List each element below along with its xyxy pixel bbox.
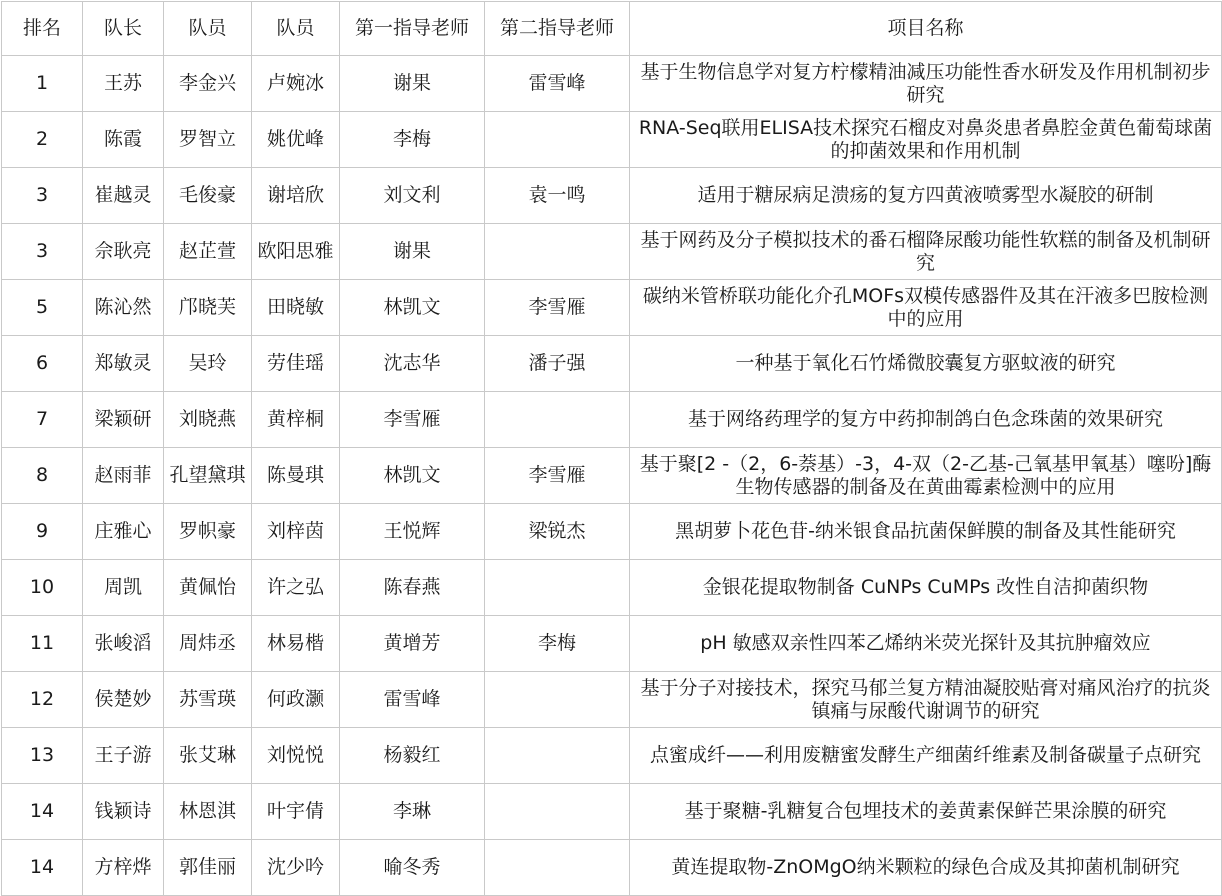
captain-cell: 陈沁然 <box>83 280 164 336</box>
advisor-2-cell <box>485 840 630 896</box>
table-row <box>2 728 1222 784</box>
advisor-2-cell <box>485 224 630 280</box>
header-member-2: 队员 <box>252 2 340 56</box>
rank-cell: 9 <box>2 504 83 560</box>
project-name-cell: 金银花提取物制备 CuNPs CuMPs 改性自洁抑菌织物 <box>630 560 1222 616</box>
advisor-1-cell: 李琳 <box>340 784 485 840</box>
advisor-1-cell: 黄增芳 <box>340 616 485 672</box>
rank-cell: 3 <box>2 224 83 280</box>
project-name-cell: 点蜜成纤——利用废糖蜜发酵生产细菌纤维素及制备碳量子点研究 <box>630 728 1222 784</box>
rank-cell: 2 <box>2 112 83 168</box>
advisor-2-cell: 李雪雁 <box>485 448 630 504</box>
advisor-1-cell: 谢果 <box>340 56 485 112</box>
rank-cell: 6 <box>2 336 83 392</box>
rank-cell: 14 <box>2 840 83 896</box>
project-name-cell: 适用于糖尿病足溃疡的复方四黄液喷雾型水凝胶的研制 <box>630 168 1222 224</box>
table-row <box>2 280 1222 336</box>
rank-cell: 7 <box>2 392 83 448</box>
captain-cell: 梁颖研 <box>83 392 164 448</box>
project-name-cell: 黄连提取物-ZnOMgO纳米颗粒的绿色合成及其抑菌机制研究 <box>630 840 1222 896</box>
rank-cell: 8 <box>2 448 83 504</box>
member-2-cell: 刘悦悦 <box>252 728 340 784</box>
project-name-cell: 基于聚糖-乳糖复合包埋技术的姜黄素保鲜芒果涂膜的研究 <box>630 784 1222 840</box>
rank-cell: 1 <box>2 56 83 112</box>
advisor-1-cell: 雷雪峰 <box>340 672 485 728</box>
captain-cell: 陈霞 <box>83 112 164 168</box>
rank-cell: 13 <box>2 728 83 784</box>
header-captain: 队长 <box>83 2 164 56</box>
project-name-cell: 一种基于氧化石竹烯微胶囊复方驱蚊液的研究 <box>630 336 1222 392</box>
captain-cell: 郑敏灵 <box>83 336 164 392</box>
project-name-cell: 黑胡萝卜花色苷-纳米银食品抗菌保鲜膜的制备及其性能研究 <box>630 504 1222 560</box>
member-1-cell: 罗智立 <box>164 112 252 168</box>
advisor-1-cell: 陈春燕 <box>340 560 485 616</box>
header-member-1: 队员 <box>164 2 252 56</box>
advisor-1-cell: 李梅 <box>340 112 485 168</box>
member-1-cell: 赵芷萱 <box>164 224 252 280</box>
captain-cell: 张峻滔 <box>83 616 164 672</box>
member-1-cell: 邝晓芙 <box>164 280 252 336</box>
table-body <box>2 56 1222 896</box>
project-name-cell: 基于网药及分子模拟技术的番石榴降尿酸功能性软糕的制备及机制研究 <box>630 224 1222 280</box>
rank-cell: 10 <box>2 560 83 616</box>
captain-cell: 庄雅心 <box>83 504 164 560</box>
advisor-1-cell: 刘文利 <box>340 168 485 224</box>
table-header <box>2 2 1222 56</box>
table-row <box>2 112 1222 168</box>
member-2-cell: 黄梓桐 <box>252 392 340 448</box>
member-1-cell: 郭佳丽 <box>164 840 252 896</box>
member-1-cell: 李金兴 <box>164 56 252 112</box>
table-row <box>2 504 1222 560</box>
advisor-2-cell: 李梅 <box>485 616 630 672</box>
table-row <box>2 784 1222 840</box>
member-1-cell: 刘晓燕 <box>164 392 252 448</box>
table-row <box>2 168 1222 224</box>
advisor-1-cell: 林凯文 <box>340 448 485 504</box>
captain-cell: 王子游 <box>83 728 164 784</box>
project-name-cell: 基于分子对接技术，探究马郁兰复方精油凝胶贴膏对痛风治疗的抗炎镇痛与尿酸代谢调节的研究 <box>630 672 1222 728</box>
advisor-2-cell: 潘子强 <box>485 336 630 392</box>
captain-cell: 钱颖诗 <box>83 784 164 840</box>
member-1-cell: 罗帜豪 <box>164 504 252 560</box>
header-project-name: 项目名称 <box>630 2 1222 56</box>
advisor-1-cell: 杨毅红 <box>340 728 485 784</box>
rank-cell: 11 <box>2 616 83 672</box>
captain-cell: 周凯 <box>83 560 164 616</box>
advisor-1-cell: 林凯文 <box>340 280 485 336</box>
advisor-2-cell: 袁一鸣 <box>485 168 630 224</box>
captain-cell: 崔越灵 <box>83 168 164 224</box>
captain-cell: 赵雨菲 <box>83 448 164 504</box>
member-2-cell: 何政灏 <box>252 672 340 728</box>
member-1-cell: 黄佩怡 <box>164 560 252 616</box>
advisor-2-cell <box>485 392 630 448</box>
advisor-2-cell <box>485 672 630 728</box>
advisor-1-cell: 沈志华 <box>340 336 485 392</box>
member-2-cell: 沈少吟 <box>252 840 340 896</box>
project-name-cell: 基于生物信息学对复方柠檬精油减压功能性香水研发及作用机制初步研究 <box>630 56 1222 112</box>
header-advisor-2: 第二指导老师 <box>485 2 630 56</box>
captain-cell: 佘耿亮 <box>83 224 164 280</box>
table-row <box>2 672 1222 728</box>
captain-cell: 方梓烨 <box>83 840 164 896</box>
advisor-2-cell: 李雪雁 <box>485 280 630 336</box>
advisor-2-cell <box>485 560 630 616</box>
advisor-1-cell: 喻冬秀 <box>340 840 485 896</box>
member-1-cell: 吴玲 <box>164 336 252 392</box>
member-2-cell: 陈曼琪 <box>252 448 340 504</box>
table-row <box>2 392 1222 448</box>
project-name-cell: pH 敏感双亲性四苯乙烯纳米荧光探针及其抗肿瘤效应 <box>630 616 1222 672</box>
advisor-1-cell: 李雪雁 <box>340 392 485 448</box>
header-advisor-1: 第一指导老师 <box>340 2 485 56</box>
table-row <box>2 56 1222 112</box>
project-name-cell: 基于网络药理学的复方中药抑制鸽白色念珠菌的效果研究 <box>630 392 1222 448</box>
member-2-cell: 姚优峰 <box>252 112 340 168</box>
member-1-cell: 毛俊豪 <box>164 168 252 224</box>
table-row <box>2 840 1222 896</box>
advisor-2-cell <box>485 112 630 168</box>
advisor-2-cell <box>485 784 630 840</box>
member-2-cell: 欧阳思雅 <box>252 224 340 280</box>
member-1-cell: 苏雪瑛 <box>164 672 252 728</box>
member-1-cell: 孔望黛琪 <box>164 448 252 504</box>
project-name-cell: 基于聚[2 -（2，6-萘基）-3，4-双（2-乙基-己氧基甲氧基）噻吩]酶生物传感器的制备及在黄曲霉素检测中的应用 <box>630 448 1222 504</box>
rank-cell: 5 <box>2 280 83 336</box>
advisor-2-cell: 梁锐杰 <box>485 504 630 560</box>
member-2-cell: 谢培欣 <box>252 168 340 224</box>
rank-cell: 12 <box>2 672 83 728</box>
member-2-cell: 许之弘 <box>252 560 340 616</box>
header-rank: 排名 <box>2 2 83 56</box>
member-1-cell: 张艾琳 <box>164 728 252 784</box>
table-row <box>2 616 1222 672</box>
member-2-cell: 刘梓茵 <box>252 504 340 560</box>
member-1-cell: 周炜丞 <box>164 616 252 672</box>
member-2-cell: 劳佳瑶 <box>252 336 340 392</box>
member-2-cell: 叶宇倩 <box>252 784 340 840</box>
project-name-cell: RNA-Seq联用ELISA技术探究石榴皮对鼻炎患者鼻腔金黄色葡萄球菌的抑菌效果和作用机制 <box>630 112 1222 168</box>
table-row <box>2 224 1222 280</box>
table-row <box>2 560 1222 616</box>
captain-cell: 王苏 <box>83 56 164 112</box>
advisor-1-cell: 王悦辉 <box>340 504 485 560</box>
captain-cell: 侯楚妙 <box>83 672 164 728</box>
table-row <box>2 448 1222 504</box>
member-1-cell: 林恩淇 <box>164 784 252 840</box>
advisor-2-cell <box>485 728 630 784</box>
project-name-cell: 碳纳米管桥联功能化介孔MOFs双模传感器件及其在汗液多巴胺检测中的应用 <box>630 280 1222 336</box>
rank-cell: 3 <box>2 168 83 224</box>
member-2-cell: 卢婉冰 <box>252 56 340 112</box>
table-row <box>2 336 1222 392</box>
header-row <box>2 2 1222 56</box>
advisor-2-cell: 雷雪峰 <box>485 56 630 112</box>
member-2-cell: 田晓敏 <box>252 280 340 336</box>
member-2-cell: 林易楷 <box>252 616 340 672</box>
advisor-1-cell: 谢果 <box>340 224 485 280</box>
rank-cell: 14 <box>2 784 83 840</box>
ranking-table <box>1 1 1222 896</box>
